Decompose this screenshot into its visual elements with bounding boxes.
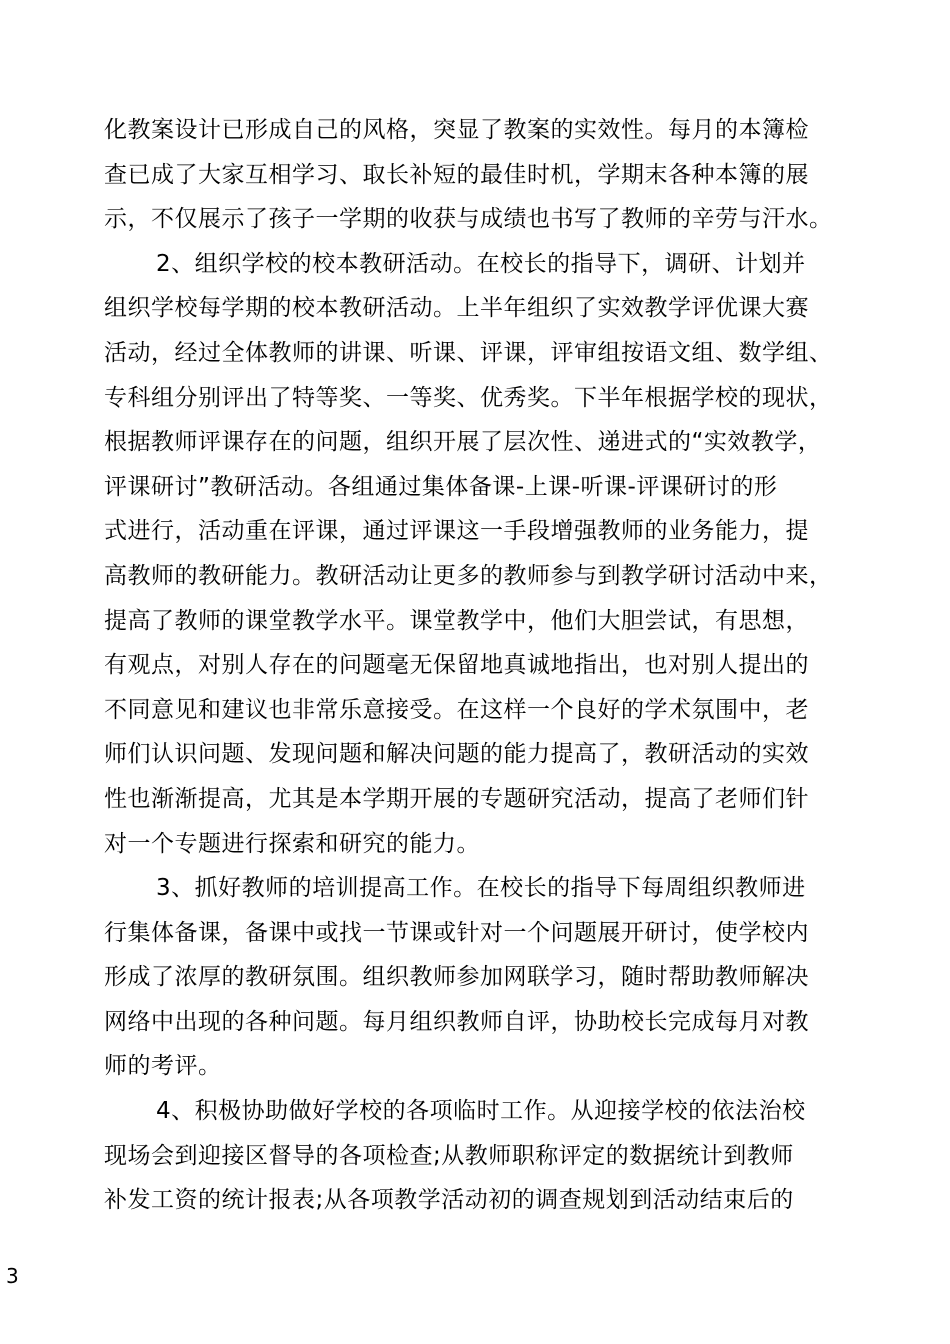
text-line: 示，不仅展示了孩子一学期的收获与成绩也书写了教师的辛劳与汗水。 [104, 206, 833, 233]
text-line: 形成了浓厚的教研氛围。组织教师参加网联学习，随时帮助教师解决 [104, 964, 809, 991]
page-number: 3 [6, 1264, 19, 1288]
text-line: 师的考评。 [104, 1053, 222, 1080]
text-line: 式进行，活动重在评课，通过评课这一手段增强教师的业务能力，提 [104, 518, 809, 545]
text-line: 现场会到迎接区督导的各项检查;从教师职称评定的数据统计到教师 [104, 1142, 794, 1169]
paragraph-first-line: 3、抓好教师的培训提高工作。在校长的指导下每周组织教师进 [156, 875, 806, 902]
text-line: 高教师的教研能力。教研活动让更多的教师参与到教学研讨活动中来， [104, 562, 833, 589]
paragraph-first-line: 2、组织学校的校本教研活动。在校长的指导下，调研、计划并 [156, 250, 806, 277]
text-line: 行集体备课，备课中或找一节课或针对一个问题展开研讨，使学校内 [104, 919, 809, 946]
text-line: 查已成了大家互相学习、取长补短的最佳时机，学期末各种本簿的展 [104, 161, 809, 188]
text-line: 师们认识问题、发现问题和解决问题的能力提高了，教研活动的实效 [104, 741, 809, 768]
text-line: 不同意见和建议也非常乐意接受。在这样一个良好的学术氛围中，老 [104, 696, 809, 723]
text-line: 根据教师评课存在的问题，组织开展了层次性、递进式的“实效教学， [104, 429, 822, 456]
text-line: 有观点，对别人存在的问题毫无保留地真诚地指出，也对别人提出的 [104, 652, 809, 679]
text-line: 专科组分别评出了特等奖、一等奖、优秀奖。下半年根据学校的现状， [104, 384, 833, 411]
text-line: 网络中出现的各种问题。每月组织教师自评，协助校长完成每月对教 [104, 1008, 809, 1035]
text-line: 化教案设计已形成自己的风格，突显了教案的实效性。每月的本簿检 [104, 117, 809, 143]
paragraph-first-line: 4、积极协助做好学校的各项临时工作。从迎接学校的依法治校 [156, 1098, 806, 1125]
text-line: 补发工资的统计报表;从各项教学活动初的调查规划到活动结束后的 [104, 1187, 794, 1214]
text-line: 性也渐渐提高，尤其是本学期开展的专题研究活动，提高了老师们针 [104, 785, 809, 812]
text-line: 活动，经过全体教师的讲课、听课、评课，评审组按语文组、数学组、 [104, 339, 833, 366]
text-line: 提高了教师的课堂教学水平。课堂教学中，他们大胆尝试，有思想， [104, 607, 809, 634]
text-line: 组织学校每学期的校本教研活动。上半年组织了实效教学评优课大赛 [104, 295, 809, 322]
text-line: 评课研讨”教研活动。各组通过集体备课-上课-听课-评课研讨的形 [104, 473, 778, 500]
text-line: 对一个专题进行探索和研究的能力。 [104, 830, 480, 857]
body-text [104, 108, 864, 1223]
